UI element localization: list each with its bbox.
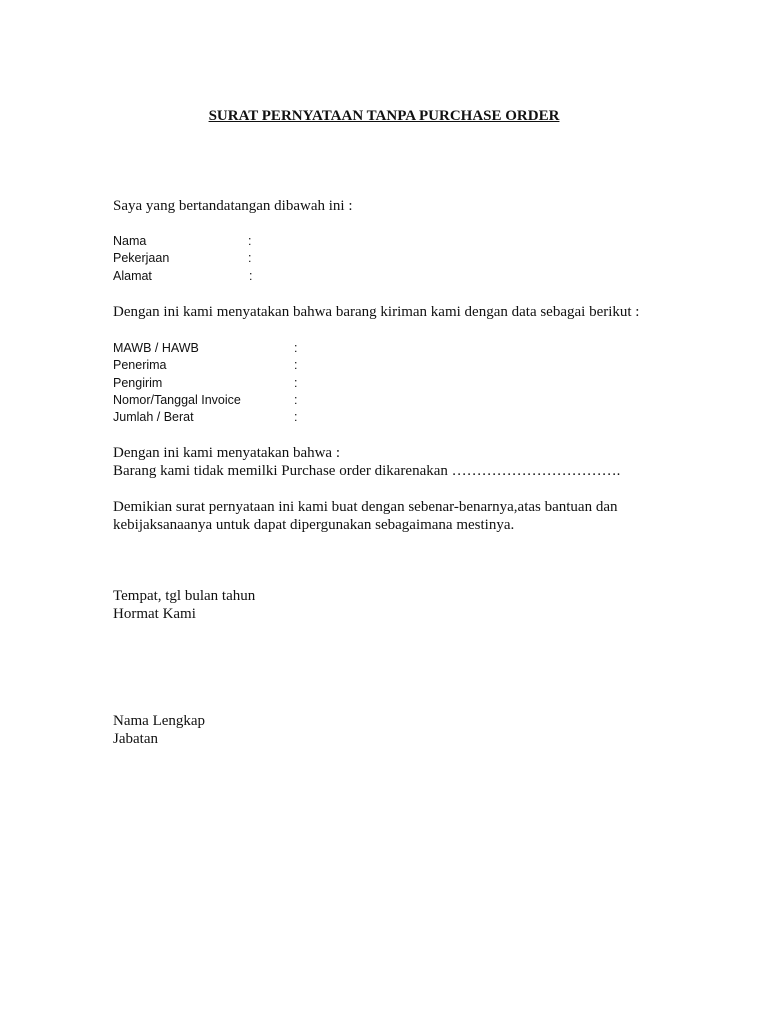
field-colon: :	[294, 410, 298, 424]
field-colon: :	[248, 251, 252, 265]
field-colon: :	[248, 234, 252, 248]
field-label: Pengirim	[113, 376, 163, 390]
field-colon: :	[249, 269, 253, 283]
statement-intro: Dengan ini kami menyatakan bahwa barang kiriman kami dengan data sebagai berikut :	[113, 304, 640, 320]
position: Jabatan	[113, 731, 158, 747]
field-label: Penerima	[113, 358, 167, 372]
field-label: Alamat	[113, 269, 152, 283]
field-label: Nama	[113, 234, 147, 248]
full-name: Nama Lengkap	[113, 713, 206, 729]
field-colon: :	[294, 376, 298, 390]
field-colon: :	[294, 341, 298, 355]
field-label: MAWB / HAWB	[113, 341, 199, 355]
field-colon: :	[294, 358, 298, 372]
place-date: Tempat, tgl bulan tahun	[113, 588, 256, 604]
field-label: Nomor/Tanggal Invoice	[113, 393, 241, 407]
field-label: Pekerjaan	[113, 251, 170, 265]
declaration-line-2: Barang kami tidak memilki Purchase order dikarenakan …………………………….	[113, 463, 621, 479]
closing-line-2: kebijaksanaanya untuk dapat dipergunakan sebagaimana mestinya.	[113, 517, 515, 533]
intro-text: Saya yang bertandatangan dibawah ini :	[113, 198, 353, 214]
field-label: Jumlah / Berat	[113, 410, 194, 424]
closing-line-1: Demikian surat pernyataan ini kami buat dengan sebenar-benarnya,atas bantuan dan	[113, 499, 618, 515]
regards: Hormat Kami	[113, 606, 196, 622]
declaration-line-1: Dengan ini kami menyatakan bahwa :	[113, 445, 341, 461]
field-colon: :	[294, 393, 298, 407]
document-title: SURAT PERNYATAAN TANPA PURCHASE ORDER	[208, 108, 560, 124]
